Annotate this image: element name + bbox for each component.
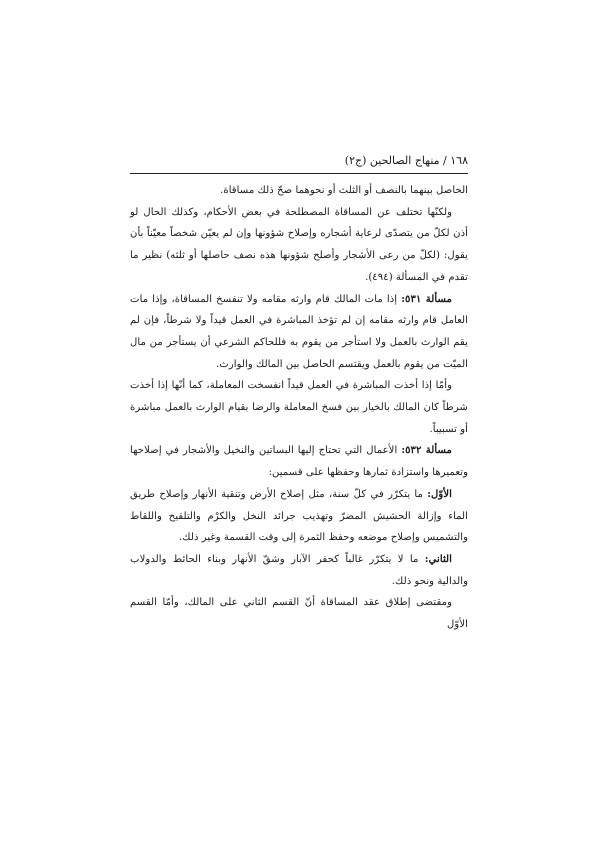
paragraph-text: الأعمال التي تحتاج إليها البساتين والنخيل والأشجار في إصلاحها وتعميرها واستزادة ثمارها وحفظها على قسمين:	[130, 445, 468, 479]
paragraph-text: إذا مات المالك قام وارثه مقامه ولا تنفسخ المساقاة، وإذا مات العامل قام وارثه مقامه إن لم تؤخذ المباشرة في العمل قيداً ولا شرطاً، فإن لم يقم الوارث بالعمل ولا استأجر من يقوم به فللحاكم الشرعي أن يستأجر من مال الميّت من يقوم بالعمل ويقتسم الحاصل بين المالك والوارث.	[130, 293, 468, 370]
issue-heading: مسألة ٥٣١:	[401, 292, 453, 305]
paragraph	[130, 592, 468, 635]
page-number: ١٦٨	[450, 154, 468, 167]
paragraph	[130, 289, 468, 376]
item-heading: الأوّل:	[427, 487, 452, 500]
body-text	[130, 180, 468, 636]
running-header	[130, 152, 468, 170]
paragraph-text: وأمّا إذا أخذت المباشرة في العمل قيداً انفسخت المعاملة، كما أنّها إذا أخذت شرطاً كان المالك بالخيار بين فسخ المعاملة والرضا بقيام الوارث بالعمل مباشرة أو تسبيباً.	[130, 380, 468, 435]
paragraph	[130, 549, 468, 592]
paragraph	[130, 484, 468, 549]
header-rule	[130, 173, 468, 174]
paragraph-text: ما لا يتكرّر غالباً كحفر الآبار وشقّ الأنهار وبناء الحائط والدولاب والدالية ونحو ذلك.	[130, 553, 468, 587]
header-separator: /	[443, 154, 447, 167]
issue-heading: مسألة ٥٣٢:	[401, 444, 453, 457]
item-heading: الثاني:	[424, 552, 452, 565]
paragraph	[130, 202, 468, 289]
paragraph	[130, 180, 468, 202]
paragraph-text: ما يتكرّر في كلّ سنة، مثل إصلاح الأرض وتنقية الأنهار وإصلاح طريق الماء وإزالة الحشيش المضرّ وتهذيب جرائد النخل والكرْم والتلقيح واللقاط والتشميس وإصلاح موضعه وحفظ الثمرة إلى وقت القسمة وغير ذلك.	[130, 488, 468, 544]
paragraph-text: الحاصل بينهما بالنصف أو الثلث أو نحوهما صحّ ذلك مساقاة.	[220, 185, 468, 196]
paragraph	[130, 375, 468, 440]
book-title: منهاج الصالحين (ج٢)	[344, 154, 440, 167]
paragraph	[130, 440, 468, 483]
paragraph-text: ولكنّها تختلف عن المساقاة المصطلحة في بعض الأحكام، وكذلك الحال لو أذن لكلّ من يتصدّى لرعاية أشجاره وإصلاح شؤونها وإن لم يعيّن شخصاً معيّناً بأن يقول: (لكلّ من رعى الأشجار وأصلح شؤونها هذه نصف حاصلها أو ثلثه) نظير ما تقدم في المسألة (٤٩٤).	[130, 206, 468, 283]
paragraph-text: ومقتضى إطلاق عقد المساقاة أنّ القسم الثاني على المالك، وأمّا القسم الأوّل	[130, 597, 468, 631]
